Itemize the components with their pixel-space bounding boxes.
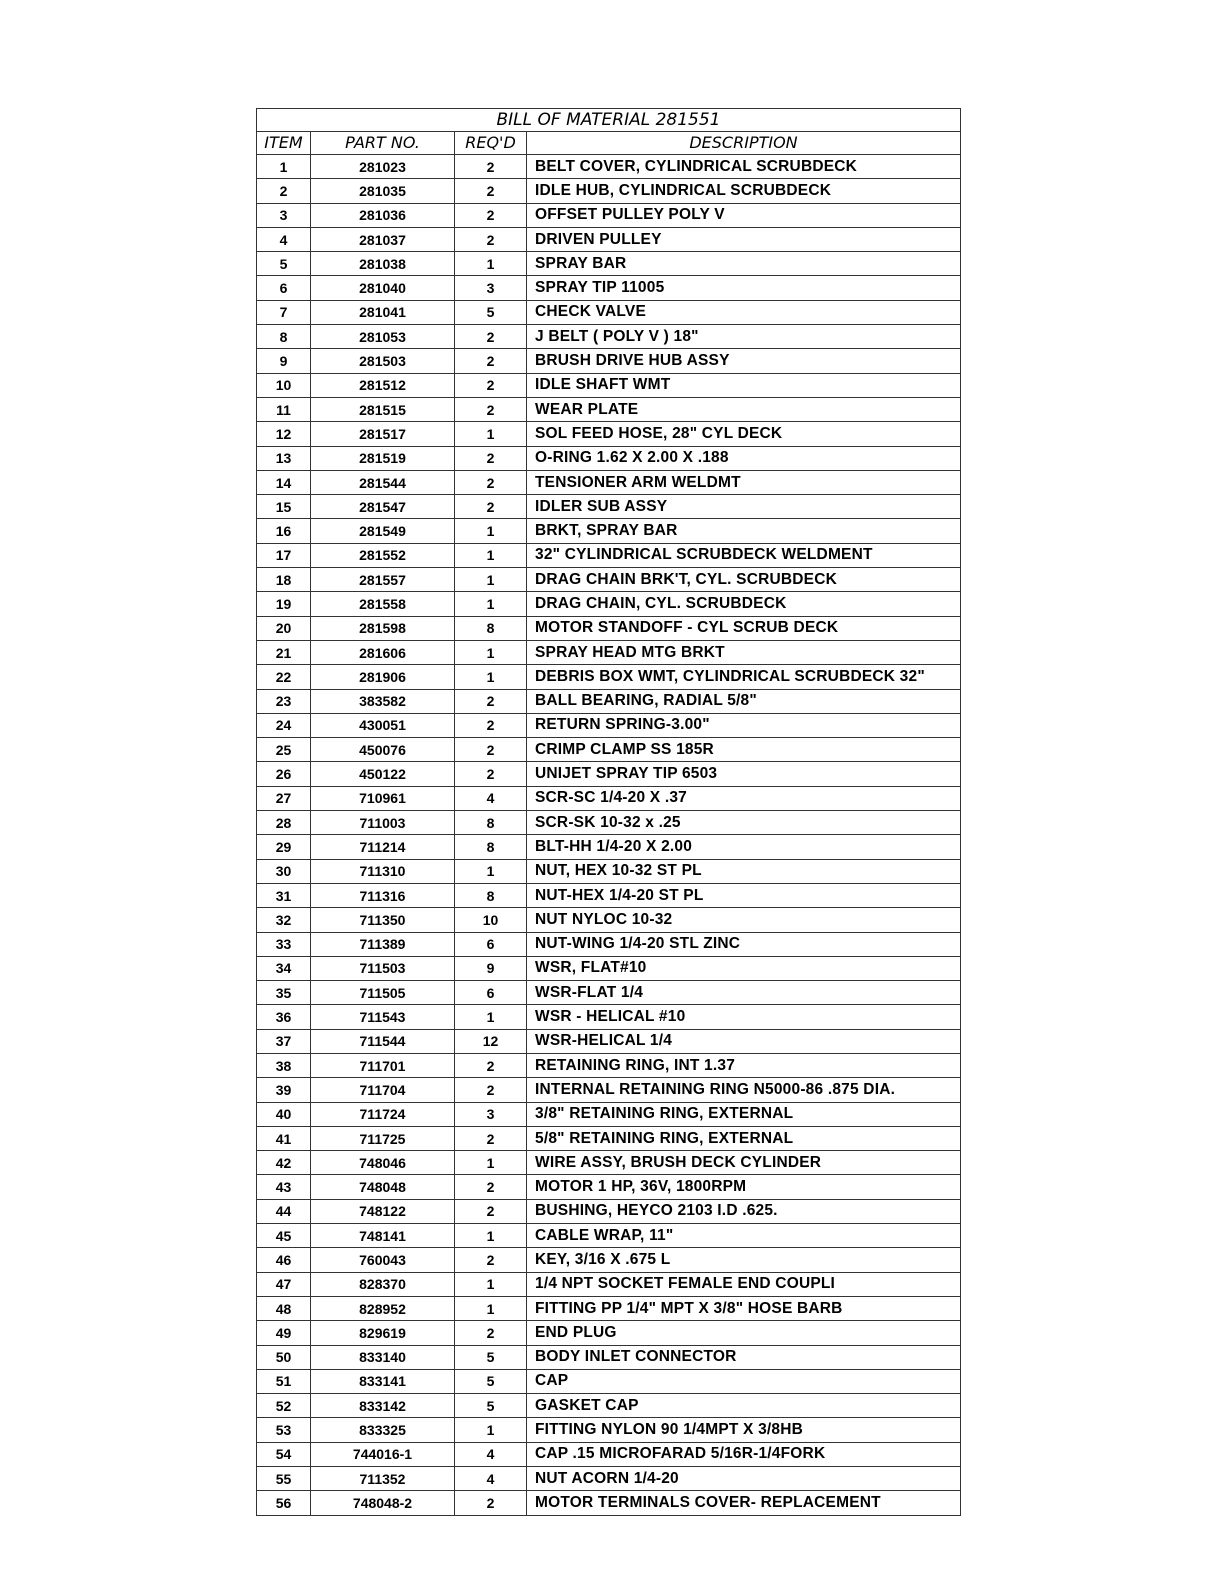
quantity-cell: 8 (455, 616, 527, 640)
table-row (257, 956, 961, 980)
part-number-cell: 281035 (311, 179, 455, 203)
item-cell: 43 (257, 1175, 311, 1199)
item-cell: 20 (257, 616, 311, 640)
description-cell: DRAG CHAIN BRK'T, CYL. SCRUBDECK (527, 568, 961, 592)
item-cell: 32 (257, 908, 311, 932)
item-cell: 49 (257, 1321, 311, 1345)
description-cell: BLT-HH 1/4-20 X 2.00 (527, 835, 961, 859)
quantity-cell: 3 (455, 276, 527, 300)
description-cell: NUT ACORN 1/4-20 (527, 1467, 961, 1491)
table-row (257, 1029, 961, 1053)
part-number-cell: 748048-2 (311, 1491, 455, 1515)
quantity-cell: 2 (455, 325, 527, 349)
part-number-cell: 748141 (311, 1224, 455, 1248)
item-cell: 34 (257, 956, 311, 980)
part-number-cell: 383582 (311, 689, 455, 713)
description-cell: UNIJET SPRAY TIP 6503 (527, 762, 961, 786)
description-cell: NUT, HEX 10-32 ST PL (527, 859, 961, 883)
item-cell: 12 (257, 422, 311, 446)
table-row (257, 1272, 961, 1296)
part-number-cell: 281544 (311, 470, 455, 494)
table-row (257, 1442, 961, 1466)
quantity-cell: 2 (455, 203, 527, 227)
description-cell: CHECK VALVE (527, 300, 961, 324)
item-cell: 11 (257, 397, 311, 421)
part-number-cell: 281557 (311, 568, 455, 592)
quantity-cell: 2 (455, 373, 527, 397)
quantity-cell: 1 (455, 665, 527, 689)
part-number-cell: 748122 (311, 1199, 455, 1223)
part-number-cell: 711724 (311, 1102, 455, 1126)
part-number-cell: 281598 (311, 616, 455, 640)
item-cell: 31 (257, 883, 311, 907)
item-cell: 35 (257, 981, 311, 1005)
part-number-cell: 711505 (311, 981, 455, 1005)
item-cell: 29 (257, 835, 311, 859)
item-cell: 54 (257, 1442, 311, 1466)
table-row (257, 1369, 961, 1393)
item-cell: 36 (257, 1005, 311, 1029)
description-cell: 5/8" RETAINING RING, EXTERNAL (527, 1126, 961, 1150)
description-cell: IDLE HUB, CYLINDRICAL SCRUBDECK (527, 179, 961, 203)
item-cell: 4 (257, 227, 311, 251)
item-cell: 27 (257, 786, 311, 810)
quantity-cell: 5 (455, 300, 527, 324)
table-row (257, 1102, 961, 1126)
description-cell: NUT NYLOC 10-32 (527, 908, 961, 932)
quantity-cell: 1 (455, 543, 527, 567)
part-number-cell: 711214 (311, 835, 455, 859)
table-row (257, 373, 961, 397)
table-row (257, 1151, 961, 1175)
description-cell: MOTOR STANDOFF - CYL SCRUB DECK (527, 616, 961, 640)
table-row (257, 1224, 961, 1248)
quantity-cell: 2 (455, 1175, 527, 1199)
part-number-cell: 833325 (311, 1418, 455, 1442)
description-cell: DRAG CHAIN, CYL. SCRUBDECK (527, 592, 961, 616)
table-row (257, 1296, 961, 1320)
table-row (257, 203, 961, 227)
part-number-cell: 281558 (311, 592, 455, 616)
column-header-reqd: REQ'D (455, 132, 527, 155)
part-number-cell: 748048 (311, 1175, 455, 1199)
quantity-cell: 2 (455, 397, 527, 421)
item-cell: 15 (257, 495, 311, 519)
item-cell: 2 (257, 179, 311, 203)
quantity-cell: 1 (455, 1224, 527, 1248)
quantity-cell: 1 (455, 519, 527, 543)
quantity-cell: 2 (455, 1248, 527, 1272)
quantity-cell: 2 (455, 155, 527, 179)
part-number-cell: 281512 (311, 373, 455, 397)
description-cell: RETURN SPRING-3.00" (527, 713, 961, 737)
description-cell: J BELT ( POLY V ) 18" (527, 325, 961, 349)
description-cell: CAP .15 MICROFARAD 5/16R-1/4FORK (527, 1442, 961, 1466)
part-number-cell: 711544 (311, 1029, 455, 1053)
part-number-cell: 711310 (311, 859, 455, 883)
table-row (257, 616, 961, 640)
item-cell: 44 (257, 1199, 311, 1223)
table-row (257, 1418, 961, 1442)
item-cell: 19 (257, 592, 311, 616)
table-header-row (257, 132, 961, 155)
table-row (257, 762, 961, 786)
description-cell: OFFSET PULLEY POLY V (527, 203, 961, 227)
part-number-cell: 281053 (311, 325, 455, 349)
part-number-cell: 281037 (311, 227, 455, 251)
item-cell: 50 (257, 1345, 311, 1369)
table-body (257, 155, 961, 1516)
part-number-cell: 711350 (311, 908, 455, 932)
part-number-cell: 711704 (311, 1078, 455, 1102)
description-cell: 32" CYLINDRICAL SCRUBDECK WELDMENT (527, 543, 961, 567)
item-cell: 39 (257, 1078, 311, 1102)
part-number-cell: 711352 (311, 1467, 455, 1491)
description-cell: NUT-WING 1/4-20 STL ZINC (527, 932, 961, 956)
quantity-cell: 5 (455, 1369, 527, 1393)
table-row (257, 786, 961, 810)
quantity-cell: 4 (455, 1467, 527, 1491)
quantity-cell: 1 (455, 422, 527, 446)
table-row (257, 1199, 961, 1223)
quantity-cell: 1 (455, 640, 527, 664)
part-number-cell: 829619 (311, 1321, 455, 1345)
part-number-cell: 711503 (311, 956, 455, 980)
item-cell: 48 (257, 1296, 311, 1320)
item-cell: 7 (257, 300, 311, 324)
part-number-cell: 748046 (311, 1151, 455, 1175)
part-number-cell: 281503 (311, 349, 455, 373)
description-cell: MOTOR 1 HP, 36V, 1800RPM (527, 1175, 961, 1199)
item-cell: 52 (257, 1394, 311, 1418)
part-number-cell: 281041 (311, 300, 455, 324)
description-cell: WEAR PLATE (527, 397, 961, 421)
table-row (257, 446, 961, 470)
description-cell: RETAINING RING, INT 1.37 (527, 1053, 961, 1077)
description-cell: END PLUG (527, 1321, 961, 1345)
description-cell: WIRE ASSY, BRUSH DECK CYLINDER (527, 1151, 961, 1175)
table-row (257, 495, 961, 519)
table-row (257, 689, 961, 713)
item-cell: 56 (257, 1491, 311, 1515)
table-row (257, 835, 961, 859)
item-cell: 24 (257, 713, 311, 737)
table-row (257, 300, 961, 324)
description-cell: NUT-HEX 1/4-20 ST PL (527, 883, 961, 907)
quantity-cell: 2 (455, 1321, 527, 1345)
quantity-cell: 2 (455, 1126, 527, 1150)
item-cell: 1 (257, 155, 311, 179)
table-row (257, 568, 961, 592)
table-row (257, 155, 961, 179)
description-cell: WSR-HELICAL 1/4 (527, 1029, 961, 1053)
table-row (257, 932, 961, 956)
description-cell: SPRAY BAR (527, 252, 961, 276)
quantity-cell: 1 (455, 252, 527, 276)
table-row (257, 397, 961, 421)
description-cell: GASKET CAP (527, 1394, 961, 1418)
quantity-cell: 2 (455, 1199, 527, 1223)
item-cell: 37 (257, 1029, 311, 1053)
table-title-row (257, 109, 961, 132)
quantity-cell: 8 (455, 811, 527, 835)
column-header-part-no: PART NO. (311, 132, 455, 155)
part-number-cell: 760043 (311, 1248, 455, 1272)
description-cell: MOTOR TERMINALS COVER- REPLACEMENT (527, 1491, 961, 1515)
table-row (257, 179, 961, 203)
item-cell: 18 (257, 568, 311, 592)
item-cell: 23 (257, 689, 311, 713)
table-row (257, 665, 961, 689)
item-cell: 26 (257, 762, 311, 786)
item-cell: 13 (257, 446, 311, 470)
description-cell: SPRAY HEAD MTG BRKT (527, 640, 961, 664)
description-cell: IDLE SHAFT WMT (527, 373, 961, 397)
quantity-cell: 4 (455, 786, 527, 810)
table-row (257, 859, 961, 883)
item-cell: 8 (257, 325, 311, 349)
item-cell: 28 (257, 811, 311, 835)
table-row (257, 981, 961, 1005)
table-title: BILL OF MATERIAL 281551 (257, 109, 961, 132)
part-number-cell: 833142 (311, 1394, 455, 1418)
part-number-cell: 833141 (311, 1369, 455, 1393)
part-number-cell: 711389 (311, 932, 455, 956)
part-number-cell: 711543 (311, 1005, 455, 1029)
part-number-cell: 711316 (311, 883, 455, 907)
part-number-cell: 281547 (311, 495, 455, 519)
item-cell: 10 (257, 373, 311, 397)
description-cell: CRIMP CLAMP SS 185R (527, 738, 961, 762)
column-header-description: DESCRIPTION (527, 132, 961, 155)
item-cell: 38 (257, 1053, 311, 1077)
table-row (257, 470, 961, 494)
part-number-cell: 281606 (311, 640, 455, 664)
quantity-cell: 1 (455, 568, 527, 592)
description-cell: 3/8" RETAINING RING, EXTERNAL (527, 1102, 961, 1126)
description-cell: IDLER SUB ASSY (527, 495, 961, 519)
description-cell: WSR-FLAT 1/4 (527, 981, 961, 1005)
item-cell: 42 (257, 1151, 311, 1175)
description-cell: BUSHING, HEYCO 2103 I.D .625. (527, 1199, 961, 1223)
quantity-cell: 1 (455, 1296, 527, 1320)
description-cell: SCR-SK 10-32 x .25 (527, 811, 961, 835)
quantity-cell: 6 (455, 932, 527, 956)
table-row (257, 1467, 961, 1491)
table-row (257, 252, 961, 276)
table-row (257, 738, 961, 762)
quantity-cell: 2 (455, 495, 527, 519)
part-number-cell: 711701 (311, 1053, 455, 1077)
description-cell: KEY, 3/16 X .675 L (527, 1248, 961, 1272)
bill-of-material-table (256, 108, 961, 1516)
item-cell: 25 (257, 738, 311, 762)
description-cell: TENSIONER ARM WELDMT (527, 470, 961, 494)
description-cell: O-RING 1.62 X 2.00 X .188 (527, 446, 961, 470)
part-number-cell: 710961 (311, 786, 455, 810)
item-cell: 30 (257, 859, 311, 883)
quantity-cell: 2 (455, 227, 527, 251)
description-cell: BELT COVER, CYLINDRICAL SCRUBDECK (527, 155, 961, 179)
item-cell: 53 (257, 1418, 311, 1442)
part-number-cell: 711725 (311, 1126, 455, 1150)
description-cell: 1/4 NPT SOCKET FEMALE END COUPLI (527, 1272, 961, 1296)
table-row (257, 1126, 961, 1150)
quantity-cell: 4 (455, 1442, 527, 1466)
quantity-cell: 1 (455, 1005, 527, 1029)
quantity-cell: 2 (455, 1491, 527, 1515)
item-cell: 40 (257, 1102, 311, 1126)
item-cell: 46 (257, 1248, 311, 1272)
quantity-cell: 2 (455, 179, 527, 203)
description-cell: FITTING NYLON 90 1/4MPT X 3/8HB (527, 1418, 961, 1442)
item-cell: 45 (257, 1224, 311, 1248)
part-number-cell: 450122 (311, 762, 455, 786)
quantity-cell: 9 (455, 956, 527, 980)
table-row (257, 1345, 961, 1369)
quantity-cell: 1 (455, 592, 527, 616)
description-cell: DEBRIS BOX WMT, CYLINDRICAL SCRUBDECK 32" (527, 665, 961, 689)
part-number-cell: 430051 (311, 713, 455, 737)
part-number-cell: 281038 (311, 252, 455, 276)
description-cell: CAP (527, 1369, 961, 1393)
quantity-cell: 2 (455, 349, 527, 373)
part-number-cell: 744016-1 (311, 1442, 455, 1466)
quantity-cell: 8 (455, 883, 527, 907)
part-number-cell: 281517 (311, 422, 455, 446)
table-row (257, 908, 961, 932)
description-cell: SPRAY TIP 11005 (527, 276, 961, 300)
table-row (257, 1248, 961, 1272)
table-row (257, 713, 961, 737)
table-row (257, 592, 961, 616)
item-cell: 47 (257, 1272, 311, 1296)
table-row (257, 1491, 961, 1515)
item-cell: 14 (257, 470, 311, 494)
description-cell: SOL FEED HOSE, 28" CYL DECK (527, 422, 961, 446)
quantity-cell: 2 (455, 1078, 527, 1102)
item-cell: 6 (257, 276, 311, 300)
part-number-cell: 281519 (311, 446, 455, 470)
table-row (257, 422, 961, 446)
part-number-cell: 833140 (311, 1345, 455, 1369)
quantity-cell: 10 (455, 908, 527, 932)
quantity-cell: 1 (455, 1151, 527, 1175)
quantity-cell: 6 (455, 981, 527, 1005)
part-number-cell: 281036 (311, 203, 455, 227)
description-cell: INTERNAL RETAINING RING N5000-86 .875 DIA. (527, 1078, 961, 1102)
part-number-cell: 281906 (311, 665, 455, 689)
table-row (257, 349, 961, 373)
table-row (257, 325, 961, 349)
quantity-cell: 2 (455, 470, 527, 494)
description-cell: WSR - HELICAL #10 (527, 1005, 961, 1029)
part-number-cell: 281549 (311, 519, 455, 543)
quantity-cell: 2 (455, 1053, 527, 1077)
table-row (257, 1078, 961, 1102)
description-cell: SCR-SC 1/4-20 X .37 (527, 786, 961, 810)
part-number-cell: 281515 (311, 397, 455, 421)
item-cell: 33 (257, 932, 311, 956)
table-row (257, 640, 961, 664)
item-cell: 21 (257, 640, 311, 664)
part-number-cell: 281040 (311, 276, 455, 300)
description-cell: CABLE WRAP, 11" (527, 1224, 961, 1248)
quantity-cell: 5 (455, 1394, 527, 1418)
quantity-cell: 2 (455, 713, 527, 737)
item-cell: 55 (257, 1467, 311, 1491)
part-number-cell: 828952 (311, 1296, 455, 1320)
quantity-cell: 1 (455, 859, 527, 883)
item-cell: 22 (257, 665, 311, 689)
table-row (257, 519, 961, 543)
quantity-cell: 1 (455, 1418, 527, 1442)
description-cell: BRKT, SPRAY BAR (527, 519, 961, 543)
description-cell: BALL BEARING, RADIAL 5/8" (527, 689, 961, 713)
quantity-cell: 2 (455, 446, 527, 470)
description-cell: DRIVEN PULLEY (527, 227, 961, 251)
item-cell: 5 (257, 252, 311, 276)
description-cell: WSR, FLAT#10 (527, 956, 961, 980)
description-cell: BODY INLET CONNECTOR (527, 1345, 961, 1369)
part-number-cell: 711003 (311, 811, 455, 835)
quantity-cell: 2 (455, 762, 527, 786)
description-cell: BRUSH DRIVE HUB ASSY (527, 349, 961, 373)
table-row (257, 811, 961, 835)
table-row (257, 276, 961, 300)
part-number-cell: 281023 (311, 155, 455, 179)
item-cell: 9 (257, 349, 311, 373)
part-number-cell: 281552 (311, 543, 455, 567)
quantity-cell: 12 (455, 1029, 527, 1053)
description-cell: FITTING PP 1/4" MPT X 3/8" HOSE BARB (527, 1296, 961, 1320)
quantity-cell: 5 (455, 1345, 527, 1369)
quantity-cell: 8 (455, 835, 527, 859)
table-row (257, 227, 961, 251)
table-row (257, 1321, 961, 1345)
column-header-item: ITEM (257, 132, 311, 155)
quantity-cell: 2 (455, 689, 527, 713)
quantity-cell: 1 (455, 1272, 527, 1296)
item-cell: 41 (257, 1126, 311, 1150)
item-cell: 17 (257, 543, 311, 567)
table-row (257, 883, 961, 907)
quantity-cell: 2 (455, 738, 527, 762)
part-number-cell: 450076 (311, 738, 455, 762)
quantity-cell: 3 (455, 1102, 527, 1126)
table-row (257, 1394, 961, 1418)
item-cell: 3 (257, 203, 311, 227)
item-cell: 51 (257, 1369, 311, 1393)
table-row (257, 1175, 961, 1199)
item-cell: 16 (257, 519, 311, 543)
part-number-cell: 828370 (311, 1272, 455, 1296)
table-row (257, 1005, 961, 1029)
table-row (257, 543, 961, 567)
table-row (257, 1053, 961, 1077)
